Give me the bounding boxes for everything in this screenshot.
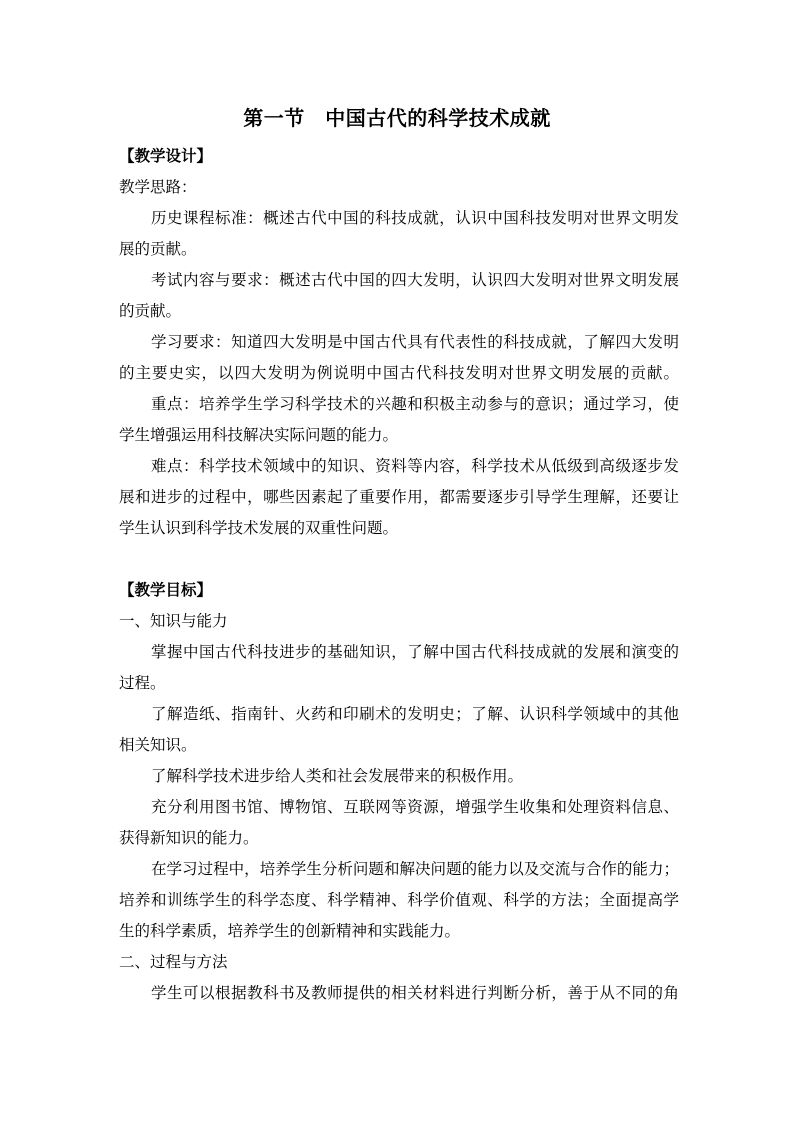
subheading-teaching-approach: 教学思路： xyxy=(119,178,197,196)
subheading-knowledge-ability: 一、知识与能力 xyxy=(119,612,228,630)
paragraph-line: 在学习过程中，培养学生分析问题和解决问题的能力以及交流与合作的能力； xyxy=(151,860,679,878)
paragraph-line: 了解科学技术进步给人类和社会发展带来的积极作用。 xyxy=(151,767,524,785)
paragraph-line: 的主要史实，以四大发明为例说明中国古代科技发明对世界文明发展的贡献。 xyxy=(119,364,679,382)
paragraph-line: 了解造纸、指南针、火药和印刷术的发明史；了解、认识科学领域中的其他 xyxy=(151,705,679,723)
section-heading-teaching-design: 【教学设计】 xyxy=(119,147,213,165)
paragraph-line: 过程。 xyxy=(119,674,166,692)
paragraph-line: 考试内容与要求：概述古代中国的四大发明，认识四大发明对世界文明发展 xyxy=(151,271,679,289)
paragraph-line: 学生可以根据教科书及教师提供的相关材料进行判断分析，善于从不同的角 xyxy=(151,984,679,1002)
page-title: 第一节 中国古代的科学技术成就 xyxy=(243,106,551,130)
paragraph-line: 掌握中国古代科技进步的基础知识，了解中国古代科技成就的发展和演变的 xyxy=(151,643,679,661)
paragraph-line: 获得新知识的能力。 xyxy=(119,829,259,847)
paragraph-line: 展的贡献。 xyxy=(119,240,197,258)
paragraph-line: 学生认识到科学技术发展的双重性问题。 xyxy=(119,519,399,537)
paragraph-line: 学习要求：知道四大发明是中国古代具有代表性的科技成就，了解四大发明 xyxy=(151,333,679,351)
paragraph-line: 难点：科学技术领域中的知识、资料等内容，科学技术从低级到高级逐步发 xyxy=(151,457,679,475)
paragraph-line: 生的科学素质，培养学生的创新精神和实践能力。 xyxy=(119,922,461,940)
paragraph-line: 的贡献。 xyxy=(119,302,182,320)
paragraph-line: 充分利用图书馆、博物馆、互联网等资源，增强学生收集和处理资料信息、 xyxy=(151,798,679,816)
subheading-process-method: 二、过程与方法 xyxy=(119,953,228,971)
paragraph-line: 学生增强运用科技解决实际问题的能力。 xyxy=(119,426,399,444)
paragraph-line: 培养和训练学生的科学态度、科学精神、科学价值观、科学的方法；全面提高学 xyxy=(119,891,679,909)
paragraph-line: 相关知识。 xyxy=(119,736,197,754)
section-heading-teaching-objectives: 【教学目标】 xyxy=(119,581,213,599)
paragraph-line: 重点：培养学生学习科学技术的兴趣和积极主动参与的意识；通过学习，使 xyxy=(151,395,679,413)
paragraph-line: 历史课程标准：概述古代中国的科技成就，认识中国科技发明对世界文明发 xyxy=(151,209,679,227)
paragraph-line: 展和进步的过程中，哪些因素起了重要作用，都需要逐步引导学生理解，还要让 xyxy=(119,488,679,506)
